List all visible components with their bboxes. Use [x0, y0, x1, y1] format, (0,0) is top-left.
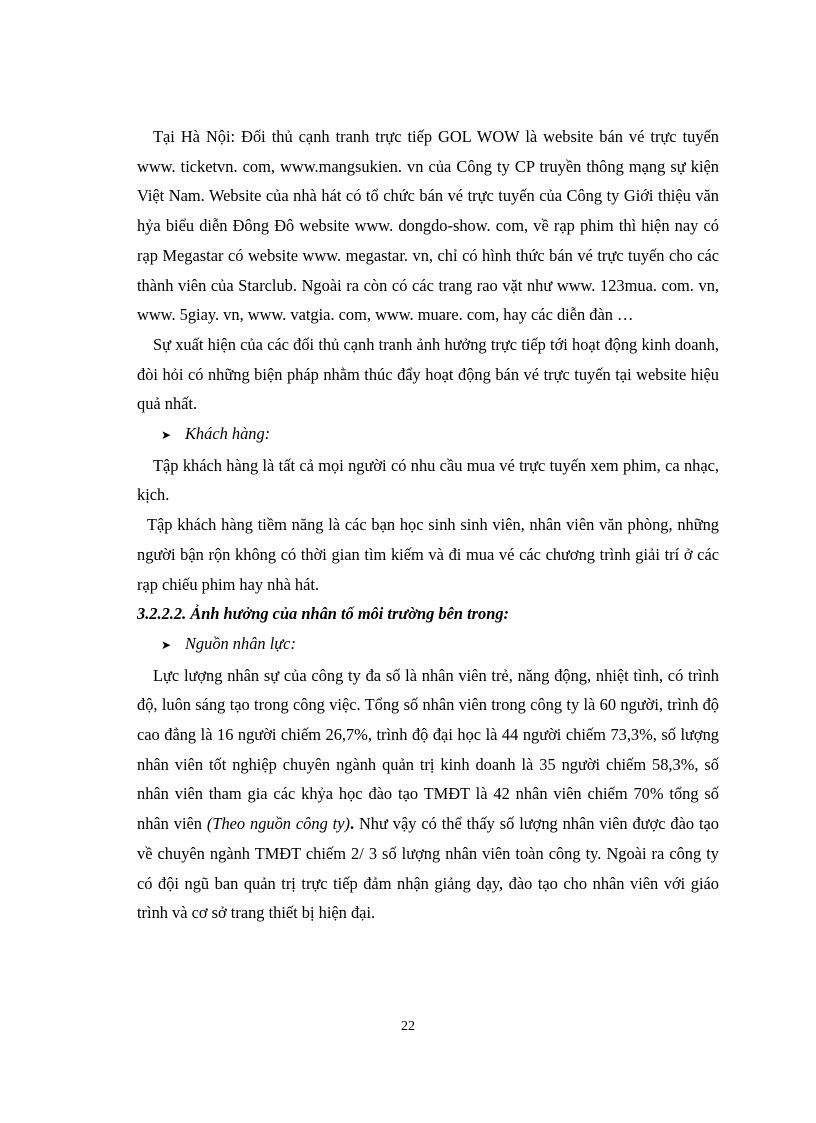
paragraph-potential-customers: Tập khách hàng tiềm năng là các bạn học sinh sinh viên, nhân viên văn phòng, những người bận rộn không có thời gian tìm kiếm và đi mua vé các chương trình giải trí ở các rạp chiếu phim hay nhà hát. [137, 515, 719, 594]
bullet-human-resources [137, 629, 719, 661]
bullet-customers-label: Khách hàng: [185, 424, 271, 444]
arrow-bullet-icon: ➤ [161, 637, 172, 652]
hr-text-before: Lực lượng nhân sự của công ty đa số là nhân viên trẻ, năng động, nhiệt tình, có trình độ, luôn sáng tạo trong công việc. Tổng số nhân viên trong công ty là 60 người, trình độ cao đẳng là 16 người chiếm 26,7%, trình độ đại học là 44 người chiếm 73,3%, số lượng nhân viên tốt nghiệp chuyên ngành quản trị kinh doanh là 35 người chiếm 58,3%, số nhân viên tham gia các khỷa học đào tạo TMĐT là 42 nhân viên chiếm 70% tổng số nhân viên [137, 665, 719, 834]
bullet-human-resources-label: Nguồn nhân lực: [185, 633, 296, 653]
paragraph-competitor-impact: Sự xuất hiện của các đối thủ cạnh tranh ảnh hưởng trực tiếp tới hoạt động kinh doanh, đòi hỏi có những biện pháp nhằm thúc đẩy hoạt động bán vé trực tuyến tại website hiệu quả nhất. [137, 334, 719, 414]
hr-text-after: Như vậy có thể thấy số lượng nhân viên được đào tạo về chuyên ngành TMĐT chiếm 2/ 3 số lượng nhân viên toàn công ty. Ngoài ra công ty có đội ngũ ban quản trị trực tiếp đảm nhận giảng dạy, đào tạo cho nhân viên với giáo trình và cơ sở trang thiết bị hiện đại. [137, 814, 719, 923]
paragraph-human-resources [137, 661, 719, 928]
paragraph-competitors: Tại Hà Nội: Đối thủ cạnh tranh trực tiếp GOL WOW là website bán vé trực tuyến www. ticketvn. com, www.mangsukien. vn của Công ty CP truyền thông mạng sự kiện Việt Nam. Website của nhà hát có tổ chức bán vé trực tuyến của Công ty Giới thiệu văn hỷa biểu diễn Đông Đô website www. dongdo-show. com, về rạp phim thì hiện nay có rạp Megastar có website www. megastar. vn, chỉ có hình thức bán vé trực tuyến cho các thành viên của Starclub. Ngoài ra còn có các trang rao vặt như www. 123mua. com. vn, www. 5giay. vn, www. vatgia. com, www. muare. com, hay các diễn đàn … [137, 127, 719, 325]
section-heading: 3.2.2.2. Ảnh hưởng của nhân tố môi trường bên trong: [137, 604, 509, 624]
hr-source-citation: (Theo nguồn công ty) [206, 814, 350, 834]
page-number: 22 [401, 1019, 415, 1034]
bullet-customers [137, 419, 719, 451]
page-content [137, 122, 719, 928]
hr-source-period: . [349, 814, 355, 834]
arrow-bullet-icon: ➤ [161, 428, 172, 443]
paragraph-customer-base: Tập khách hàng là tất cả mọi người có nhu cầu mua vé trực tuyến xem phim, ca nhạc, kịch. [137, 455, 719, 505]
